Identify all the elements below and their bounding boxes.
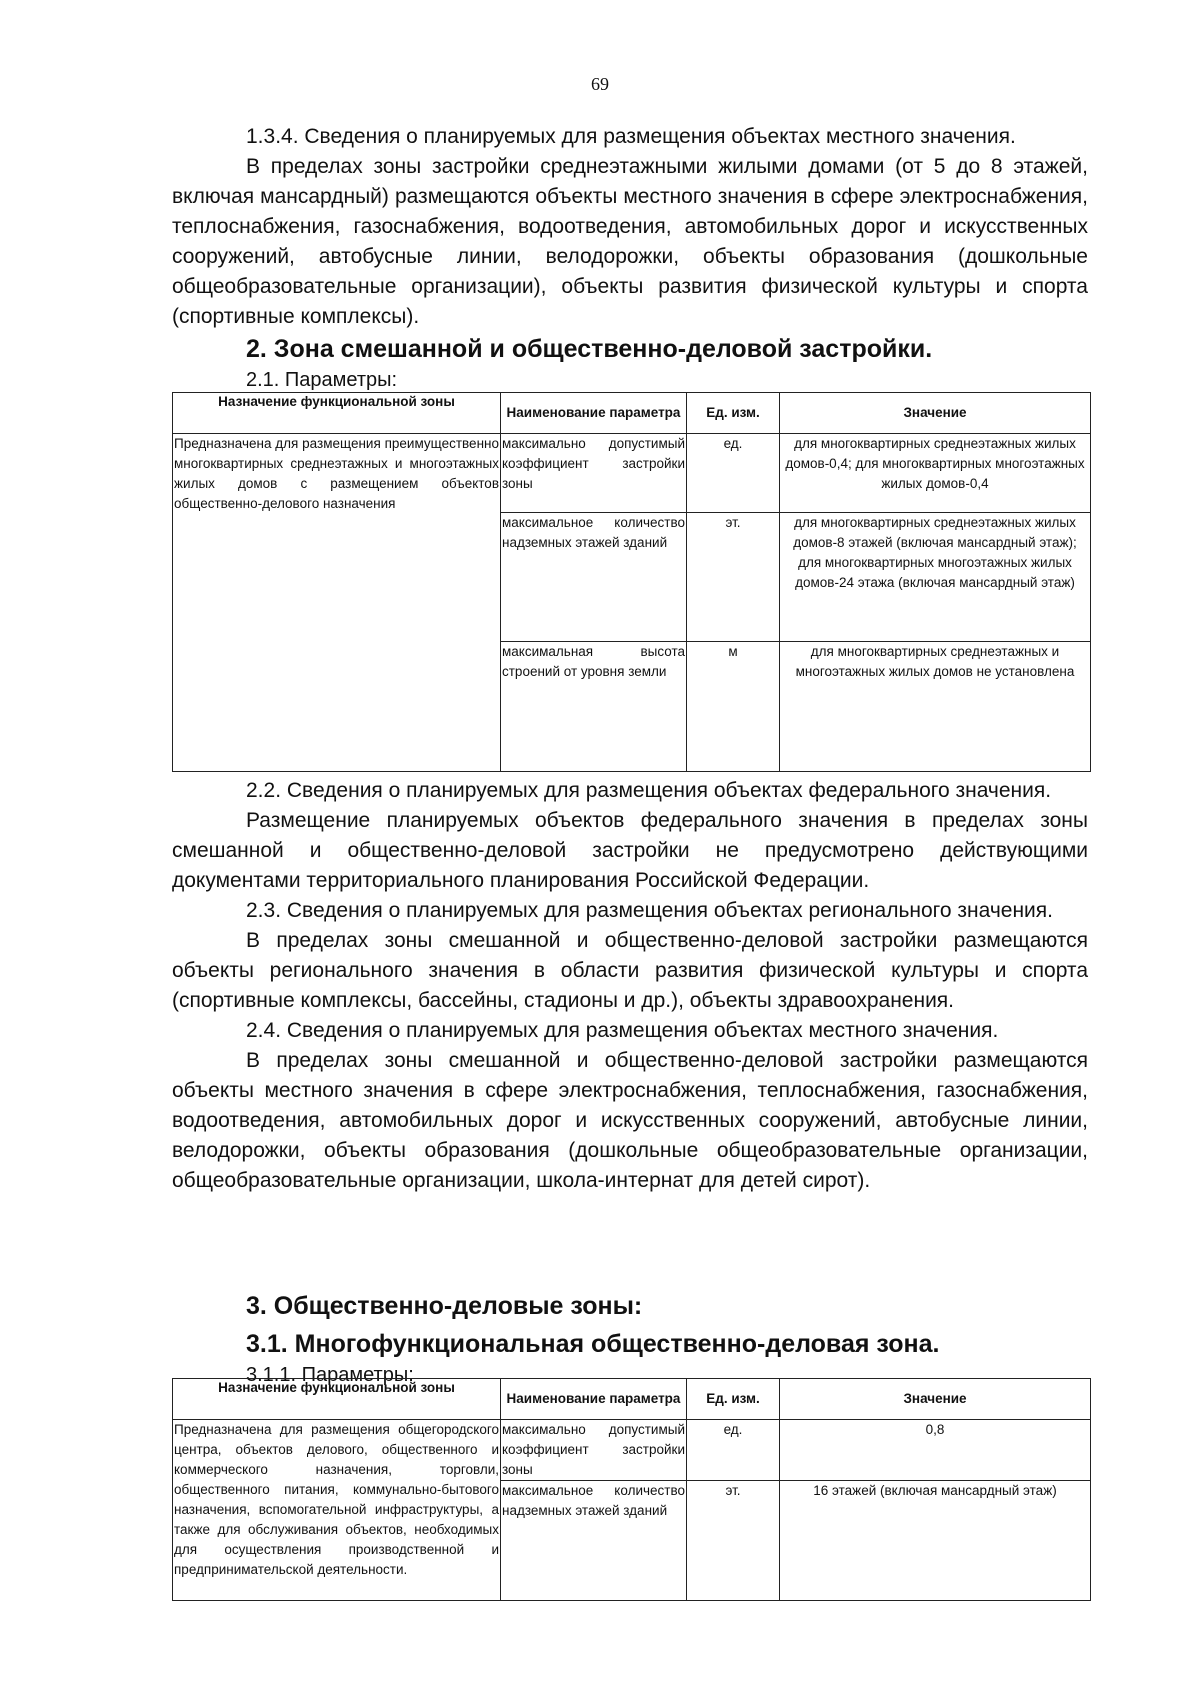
paragraph-2-3-heading: 2.3. Сведения о планируемых для размещения объектах регионального значения. xyxy=(246,899,1053,922)
paragraph-1-3-4-body: В пределах зоны застройки среднеэтажными жилыми домами (от 5 до 8 этажей, включая мансардный) размещаются объекты местного значения в сфере электроснабжения, теплоснабжения, газоснабжения, водоотведения, автомобильных дорог и искусственных сооружений, автобусные линии, велодорожки, объекты образования (дошкольные общеобразовательные организации), объекты развития физической культуры и спорта (спортивные комплексы). xyxy=(172,155,1088,328)
param-cell: максимальное количество надземных этажей зданий xyxy=(501,513,687,642)
table-row xyxy=(173,1420,1091,1481)
value-cell: для многоквартирных среднеэтажных и многоэтажных жилых домов не установлена xyxy=(780,642,1091,772)
value-cell: 0,8 xyxy=(780,1420,1091,1481)
table-3-1-1-wrap xyxy=(172,1378,1088,1601)
paragraph-2-3-body: В пределах зоны смешанной и общественно-деловой застройки размещаются объекты регионального значения в области развития физической культуры и спорта (спортивные комплексы, бассейны, стадионы и др.), объекты здравоохранения. xyxy=(172,929,1088,1012)
unit-cell: эт. xyxy=(687,513,780,642)
header-parameter: Наименование параметра xyxy=(501,393,687,434)
purpose-cell: Предназначена для размещения общегородского центра, объектов делового, общественного и коммерческого назначения, торговли, общественного питания, коммунально-бытового назначения, вспомогательной инфраструктуры, а также для обслуживания объектов, необходимых для осуществления производственной и предпринимательской деятельности. xyxy=(173,1420,501,1601)
header-parameter: Наименование параметра xyxy=(501,1379,687,1420)
unit-cell: ед. xyxy=(687,434,780,513)
paragraph-2-4-heading: 2.4. Сведения о планируемых для размещения объектах местного значения. xyxy=(246,1019,999,1042)
value-cell: для многоквартирных среднеэтажных жилых домов-8 этажей (включая мансардный этаж); для многоквартирных многоэтажных жилых домов-24 этажа (включая мансардный этаж) xyxy=(780,513,1091,642)
header-purpose: Назначение функциональной зоны xyxy=(173,1379,501,1420)
section-1-3-4 xyxy=(172,122,1088,332)
paragraph-2-2-body: Размещение планируемых объектов федерального значения в пределах зоны смешанной и общественно-деловой застройки не предусмотрено действующими документами территориального планирования Российской Федерации. xyxy=(172,809,1088,892)
sections-2-2-to-2-4 xyxy=(172,776,1088,1196)
param-cell: максимальное количество надземных этажей зданий xyxy=(501,1481,687,1601)
section-3-title: 3. Общественно-деловые зоны: xyxy=(246,1292,643,1320)
header-unit: Ед. изм. xyxy=(687,393,780,434)
param-cell: максимально допустимый коэффициент застройки зоны xyxy=(501,1420,687,1481)
header-value: Значение xyxy=(780,393,1091,434)
table-row xyxy=(173,434,1091,513)
section-2-title: 2. Зона смешанной и общественно-деловой застройки. xyxy=(246,335,933,363)
parameters-table-3-1-1 xyxy=(172,1378,1091,1601)
section-3-header xyxy=(172,1287,1088,1387)
parameters-table-2-1 xyxy=(172,392,1091,772)
section-3-1-1-params-label: 3.1.1. Параметры: xyxy=(246,1364,414,1386)
paragraph-2-4-body: В пределах зоны смешанной и общественно-деловой застройки размещаются объекты местного значения в сфере электроснабжения, теплоснабжения, газоснабжения, водоотведения, автомобильных дорог и искусственных сооружений, автобусные линии, велодорожки, объекты образования (дошкольные общеобразовательные организации, общеобразовательные организации, школа-интернат для детей сирот). xyxy=(172,1049,1088,1192)
param-cell: максимальная высота строений от уровня земли xyxy=(501,642,687,772)
header-purpose: Назначение функциональной зоны xyxy=(173,393,501,434)
paragraph-1-3-4-heading: 1.3.4. Сведения о планируемых для размещения объектах местного значения. xyxy=(246,125,1016,148)
unit-cell: эт. xyxy=(687,1481,780,1601)
unit-cell: м xyxy=(687,642,780,772)
value-cell: для многоквартирных среднеэтажных жилых домов-0,4; для многоквартирных многоэтажных жилых домов-0,4 xyxy=(780,434,1091,513)
header-unit: Ед. изм. xyxy=(687,1379,780,1420)
section-2-params-label: 2.1. Параметры: xyxy=(246,369,398,391)
table-2-1-wrap xyxy=(172,392,1088,772)
page-number: 69 xyxy=(591,74,609,94)
header-value: Значение xyxy=(780,1379,1091,1420)
table-header-row xyxy=(173,393,1091,434)
purpose-cell: Предназначена для размещения преимущественно многоквартирных среднеэтажных и многоэтажных жилых домов с размещением объектов общественно-делового назначения xyxy=(173,434,501,772)
section-2-header xyxy=(172,330,1088,392)
paragraph-2-2-heading: 2.2. Сведения о планируемых для размещения объектах федерального значения. xyxy=(246,779,1052,802)
section-3-1-title: 3.1. Многофункциональная общественно-деловая зона. xyxy=(246,1330,940,1358)
unit-cell: ед. xyxy=(687,1420,780,1481)
param-cell: максимально допустимый коэффициент застройки зоны xyxy=(501,434,687,513)
table-header-row xyxy=(173,1379,1091,1420)
value-cell: 16 этажей (включая мансардный этаж) xyxy=(780,1481,1091,1601)
